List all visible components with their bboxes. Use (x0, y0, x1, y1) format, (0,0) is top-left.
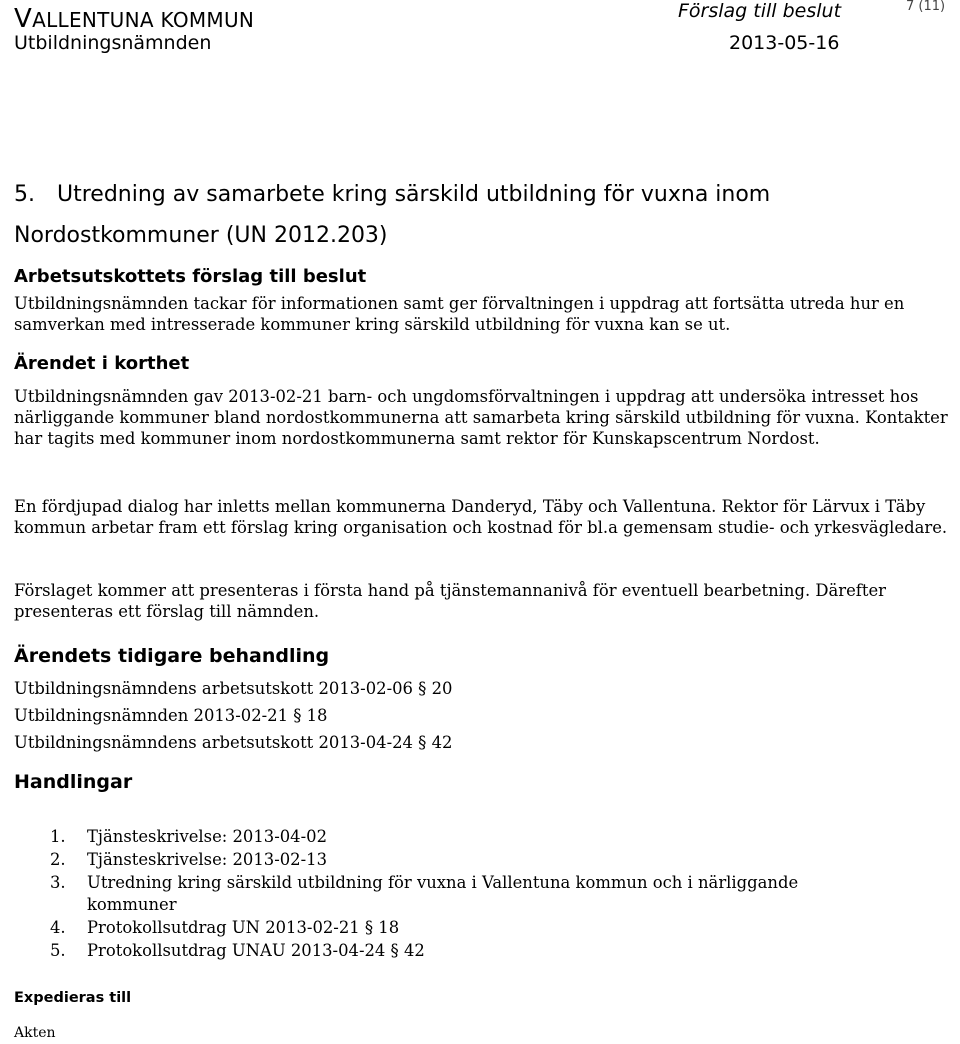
organization-name: VALLENTUNA KOMMUN (14, 4, 255, 34)
dispatch-recipient: Akten (14, 1025, 56, 1041)
item-number: 5. (14, 182, 35, 207)
history-line-2: Utbildningsnämnden 2013-02-21 § 18 (14, 706, 328, 725)
document-date: 2013-05-16 (729, 32, 840, 54)
history-heading: Ärendets tidigare behandling (14, 645, 330, 667)
dispatch-heading: Expedieras till (14, 990, 132, 1006)
document-type: Förslag till beslut (678, 0, 842, 22)
summary-paragraph-2: En fördjupad dialog har inletts mellan kommunerna Danderyd, Täby och Vallentuna. Rektor för Lärvux i Täby kommun arbetar fram ett förslag kring organisation och kostnad för bl.a gemensam studie- och yrkesvägledare. (14, 497, 948, 537)
summary-paragraph-1: Utbildningsnämnden gav 2013-02-21 barn- och ungdomsförvaltningen i uppdrag att undersöka intresset hos närliggande kommuner bland nordostkommunerna att samarbeta kring särskild utbildning för vuxna. Kontakter har tagits med kommuner inom nordostkommunerna samt rektor för Kunskapscentrum Nordost. (14, 387, 948, 448)
documents-list: 1. Tjänsteskrivelse: 2013-04-02 2. Tjänsteskrivelse: 2013-02-13 3. Utredning kring särskild utbildning för vuxna i Vallentuna kommun och i närliggande kommuner 4. Protokollsutdrag UN 2013-02-21 § 18 5. Protokollsutdrag UNAU 2013-04-24 § 42 (50, 827, 799, 960)
committee-name: Utbildningsnämnden (14, 32, 212, 54)
proposal-text: Utbildningsnämnden tackar för informationen samt ger förvaltningen i uppdrag att fortsätta utreda hur en samverkan med intresserade kommuner kring särskild utbildning för vuxna kan se ut. (14, 294, 905, 334)
summary-heading: Ärendet i korthet (14, 353, 190, 374)
history-line-1: Utbildningsnämndens arbetsutskott 2013-02-06 § 20 (14, 679, 453, 698)
summary-paragraph-3: Förslaget kommer att presenteras i första hand på tjänstemannanivå för eventuell bearbetning. Därefter presenteras ett förslag till nämnden. (14, 581, 887, 621)
item-title (14, 174, 934, 256)
proposal-heading: Arbetsutskottets förslag till beslut (14, 266, 367, 287)
documents-heading: Handlingar (14, 771, 133, 793)
page-number: 7 (11) (906, 0, 946, 14)
item-title-text: Utredning av samarbete kring särskild utbildning för vuxna inom Nordostkommuner (UN 2012.203) (14, 182, 771, 248)
history-line-3: Utbildningsnämndens arbetsutskott 2013-04-24 § 42 (14, 733, 453, 752)
